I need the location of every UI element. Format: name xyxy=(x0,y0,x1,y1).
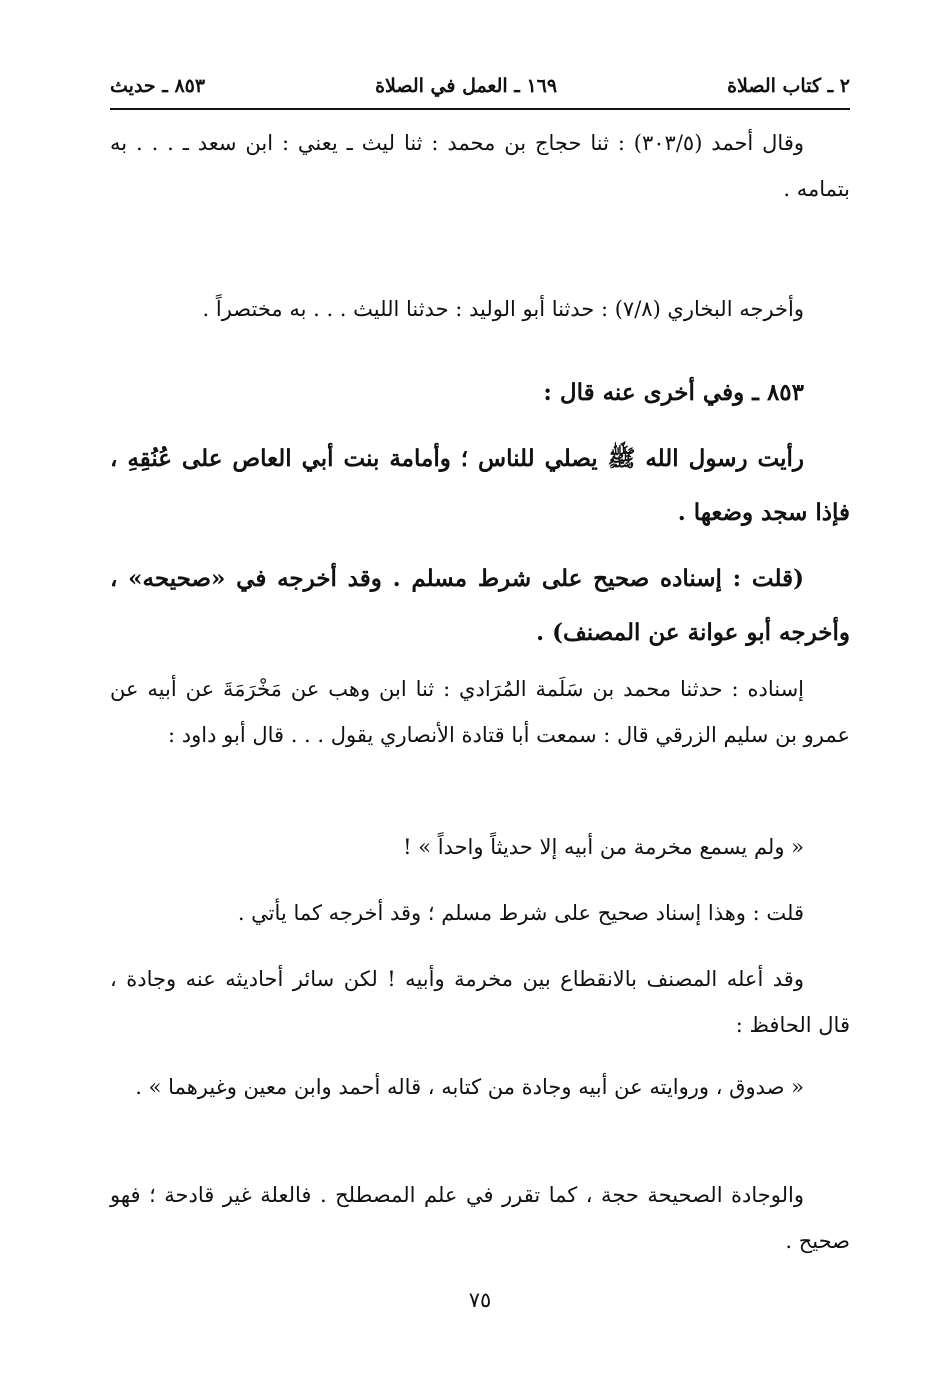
hadith-heading: ٨٥٣ ـ وفي أخرى عنه قال : xyxy=(543,379,804,406)
book-page xyxy=(110,60,850,1350)
header-divider xyxy=(110,108,850,110)
hadith-text: رأيت رسول الله ﷺ يصلي للناس ؛ وأمامة بنت أبي العاص على عُنُقِهِ ، فإذا سجد وضعها . xyxy=(110,445,850,526)
verdict-paragraph: (قلت : إسناده صحيح على شرط مسلم . وقد أخرجه في «صحيحه» ، وأخرجه أبو عوانة عن المصنف) . xyxy=(110,565,850,646)
abu-dawud-quote: « ولم يسمع مخرمة من أبيه إلا حديثاً واحداً » ! xyxy=(403,835,804,859)
paragraph-bukhari-source: وأخرجه البخاري (٧/٨) : حدثنا أبو الوليد : حدثنا الليث . . . به مختصراً . xyxy=(202,297,804,321)
header-hadith-number: ٨٥٣ ـ حديث xyxy=(110,75,206,97)
page-number: ٧٥ xyxy=(468,1288,492,1312)
author-note: قلت : وهذا إسناد صحيح على شرط مسلم ؛ وقد أخرجه كما يأتي . xyxy=(237,901,804,925)
inqita-paragraph: وقد أعله المصنف بالانقطاع بين مخرمة وأبيه ! لكن سائر أحاديثه عنه وجادة ، قال الحافظ : xyxy=(110,967,850,1037)
header-book-title: ٢ ـ كتاب الصلاة xyxy=(727,75,850,97)
paragraph-ahmad-source: وقال أحمد (٣٠٣/٥) : ثنا حجاج بن محمد : ثنا ليث ـ يعني : ابن سعد ـ . . . به بتمامه . xyxy=(110,131,850,201)
conclusion-paragraph: والوجادة الصحيحة حجة ، كما تقرر في علم المصطلح . فالعلة غير قادحة ؛ فهو صحيح . xyxy=(110,1183,850,1253)
running-header xyxy=(110,68,850,104)
header-chapter-title: ١٦٩ ـ العمل في الصلاة xyxy=(375,75,558,97)
hafiz-quote: « صدوق ، وروايته عن أبيه وجادة من كتابه ، قاله أحمد وابن معين وغيرهما » . xyxy=(135,1075,804,1099)
isnad-paragraph: إسناده : حدثنا محمد بن سَلَمة المُرَادي : ثنا ابن وهب عن مَخْرَمَةَ عن أبيه عن عمرو بن سليم الزرقي قال : سمعت أبا قتادة الأنصاري يقول . . . قال أبو داود : xyxy=(110,677,850,747)
